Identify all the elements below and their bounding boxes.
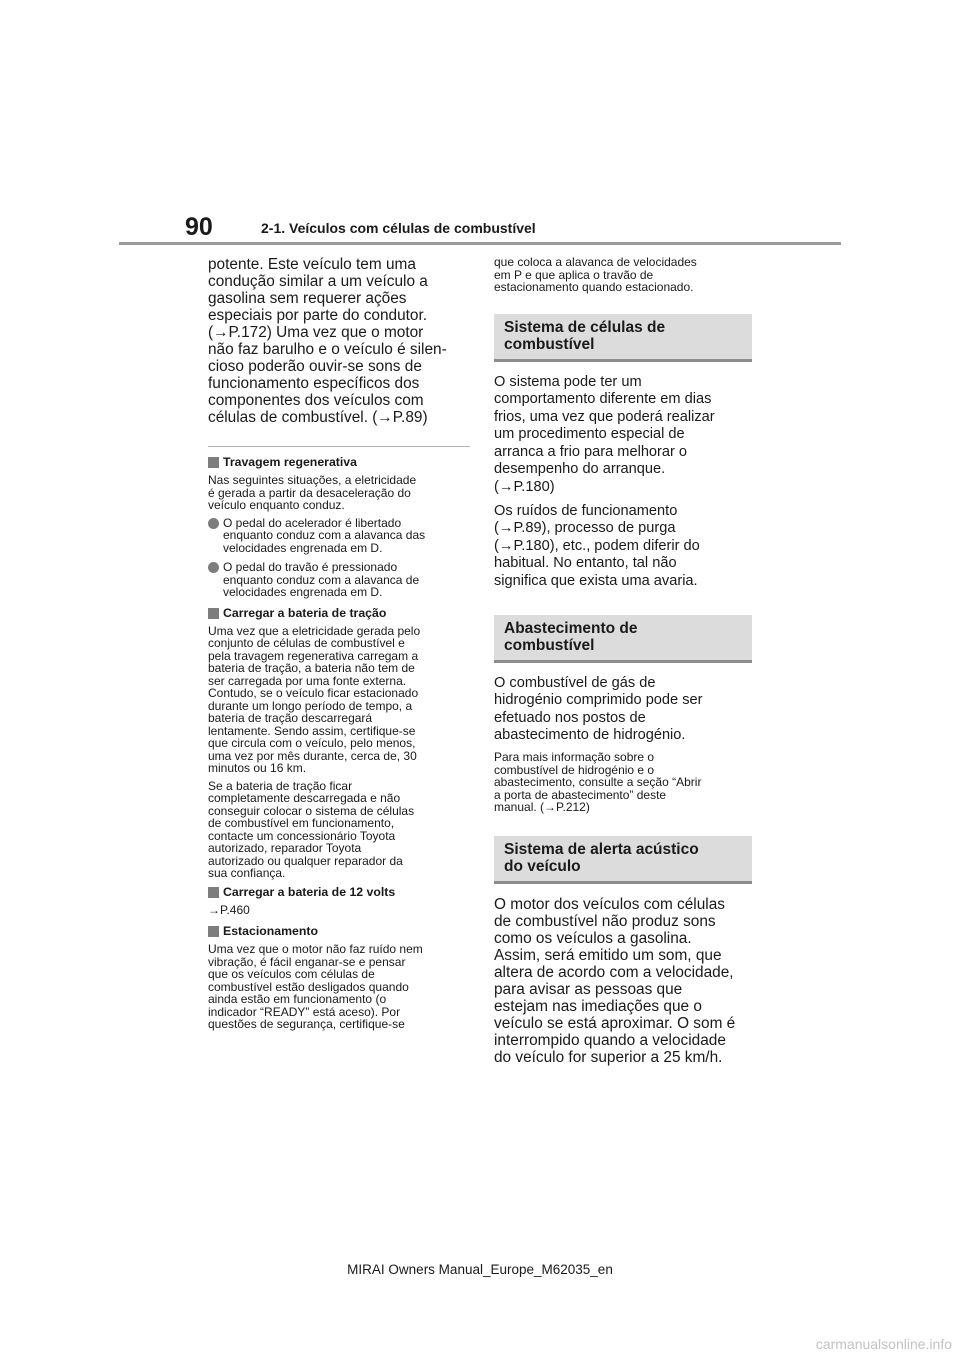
square-bullet-icon [208, 457, 219, 468]
square-bullet-icon [208, 887, 219, 898]
parking-heading [208, 924, 470, 939]
traction-heading-text: Carregar a bateria de tração [223, 605, 387, 620]
traction-text-2: Se a bateria de tração ficar completamente descarregada e não conseguir colocar o sistema de células de combustível em funcionamento, contacte um concessionário Toyota autorizado, reparador Toyota autorizado ou qualquer reparador da sua confiança. [208, 778, 415, 880]
regen-text: Nas seguintes situações, a eletricidade é gerada a partir da desaceleração do veículo enquanto conduz. [208, 473, 417, 512]
square-bullet-icon [208, 608, 219, 619]
bullet-brake-text: O pedal do travão é pressionado enquanto conduz com a alavanca de velocidades engrenada em D. [223, 560, 420, 599]
bullet-accelerator-text: O pedal do acelerador é libertado enquanto conduz com a alavanca das velocidades engrenada em D. [223, 515, 426, 555]
left-column [208, 256, 470, 1036]
intro-paragraph: potente. Este veículo tem uma condução similar a um veículo a gasolina sem requerer ações especiais por parte do condutor. (→P.172) Uma vez que o motor não faz barulho e o veículo é silen- cioso poderão ouvir-se sons de funcionamento específicos dos componentes dos veículos com células de combustível. (→P.89) [208, 256, 447, 426]
traction-heading [208, 606, 470, 621]
bullet-brake [208, 561, 470, 599]
fuel-cell-paragraph-1: O sistema pode ter um comportamento diferente em dias frios, uma vez que poderá realizar um procedimento especial de arranca a frio para melhorar o desempenho do arranque. (→P.180) [494, 373, 715, 496]
page-number: 90 [185, 213, 213, 241]
fuel-cell-paragraph-2: Os ruídos de funcionamento (→P.89), processo de purga (→P.180), etc., podem diferir do habitual. No entanto, tal não significa que exista uma avaria. [494, 502, 700, 590]
right-column [494, 256, 752, 1066]
circle-bullet-icon [208, 562, 219, 573]
footer-manual-title: MIRAI Owners Manual_Europe_M62035_en [347, 1262, 613, 1277]
fuel-cell-system-heading: Sistema de células de combustível [494, 314, 752, 362]
acoustic-alert-heading: Sistema de alerta acústico do veículo [494, 836, 752, 884]
bullet-accelerator [208, 517, 470, 555]
traction-text-1: Uma vez que a eletricidade gerada pelo conjunto de células de combustível e pela travagem regenerativa carregam a bateria de tração, a bateria não tem de ser carregada por uma fonte externa. Contudo, se o veículo ficar estacionado durante um longo período de tempo, a bateria de tração descarregará lentamente. Sendo assim, certifique-se que circula com o veículo, pelo menos, uma vez por mês durante, cerca de, 30 minutos ou 16 km. [208, 623, 421, 775]
acoustic-alert-paragraph: O motor dos veículos com células de combustível não produz sons como os veículos a gasolina. Assim, será emitido um som, que altera de acordo com a velocidade, para avisar as pessoas que estejam nas imediações que o veículo se está aproximar. O som é interrompido quando a velocidade do veículo for superior a 25 km/h. [494, 895, 736, 1066]
header-rule [119, 242, 841, 245]
parking-text: Uma vez que o motor não faz ruído nem vibração, é fácil enganar-se e pensar que os veículos com células de combustível estão desligados quando ainda estão em funcionamento (o indicador “READY” está aceso). Por questões de segurança, certifique-se [208, 942, 423, 1031]
regen-heading [208, 455, 470, 470]
refueling-heading: Abastecimento de combustível [494, 615, 752, 663]
parking-heading-text: Estacionamento [223, 924, 318, 938]
square-bullet-icon [208, 926, 219, 937]
battery12-ref: →P.460 [208, 902, 250, 917]
battery12-heading-text: Carregar a bateria de 12 volts [223, 884, 396, 899]
regen-heading-text: Travagem regenerativa [223, 455, 357, 469]
circle-bullet-icon [208, 518, 219, 529]
refueling-paragraph: O combustível de gás de hidrogénio comprimido pode ser efetuado nos postos de abastecimento de hidrogénio. [494, 674, 703, 744]
parking-continued: que coloca a alavanca de velocidades em P e que aplica o travão de estacionamento quando estacionado. [494, 255, 697, 294]
battery12-heading [208, 885, 470, 900]
section-title: 2-1. Veículos com células de combustível [261, 220, 536, 236]
divider [208, 446, 470, 447]
refueling-note: Para mais informação sobre o combustível de hidrogénio e o abastecimento, consulte a seção “Abrir a porta de abastecimento” deste manual. (→P.212) [494, 750, 702, 814]
watermark: carmanualsonline.info [815, 1336, 952, 1352]
